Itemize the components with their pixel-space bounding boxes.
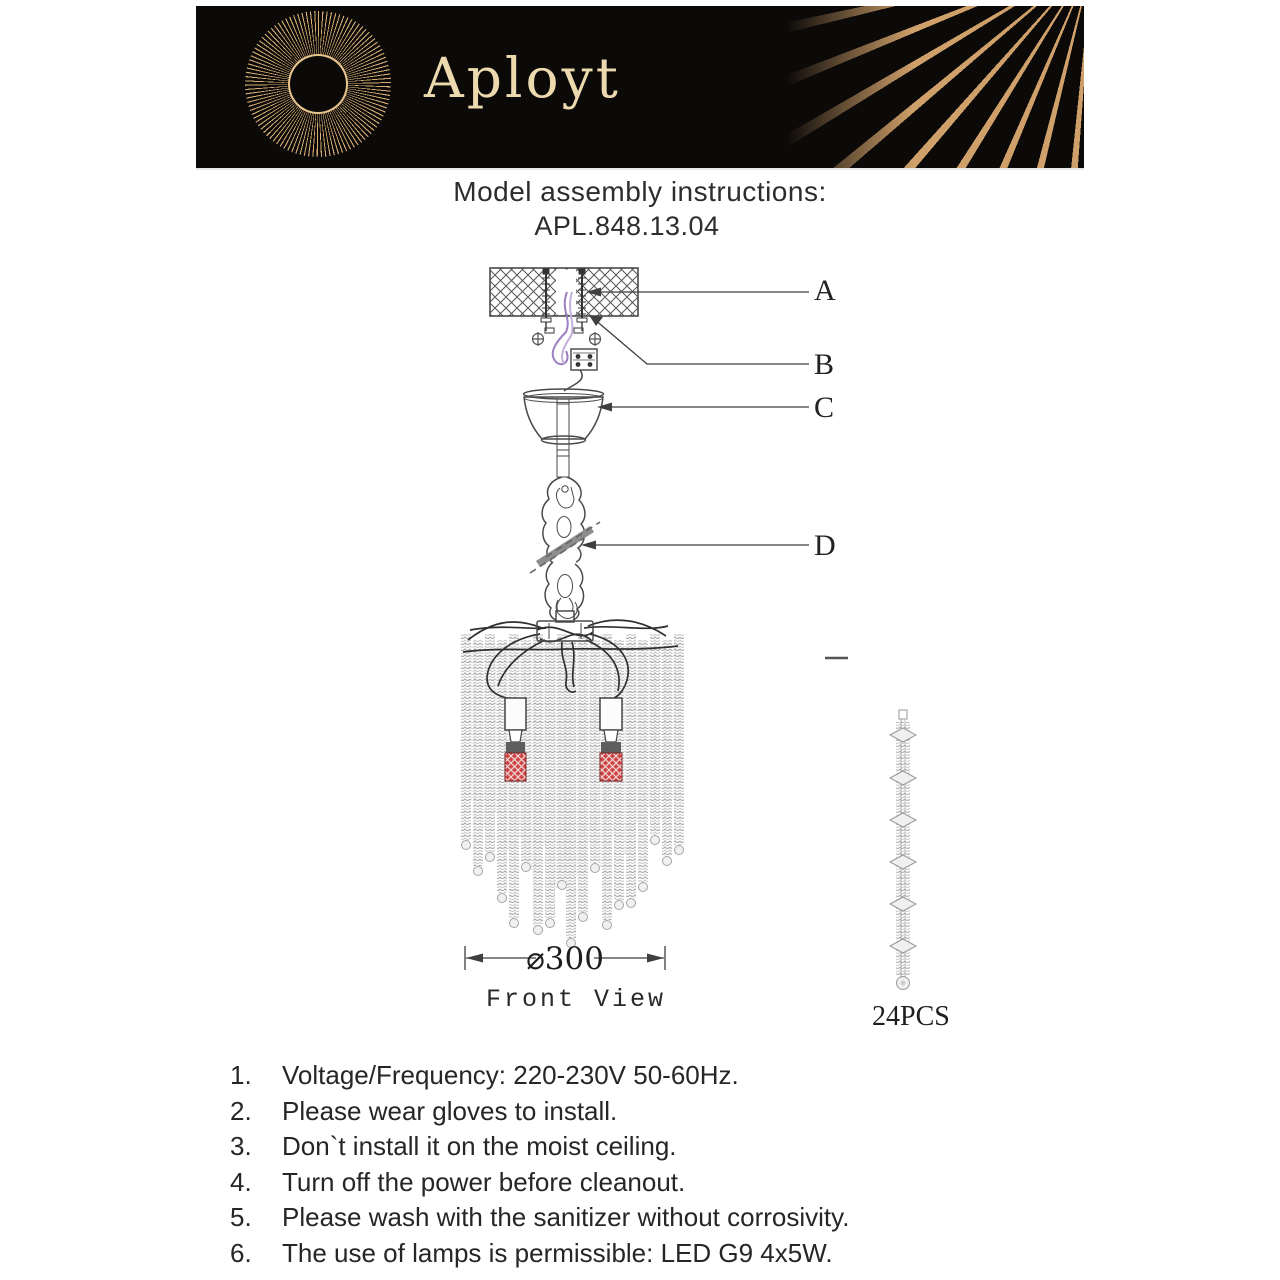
item-text: Please wear gloves to install. [282, 1095, 618, 1126]
item-text: Voltage/Frequency: 220-230V 50-60Hz. [282, 1060, 739, 1090]
diameter-dimension: ⌀300 [526, 941, 604, 977]
hanger-rod [557, 399, 569, 477]
instruction-item [230, 1204, 849, 1232]
label-d: D [814, 529, 836, 562]
ceiling-canopy [524, 389, 604, 477]
dimension [465, 941, 665, 977]
label-c: C [814, 391, 835, 424]
front-view-caption: Front View [485, 985, 667, 1014]
item-number: 6. [230, 1237, 252, 1268]
label-b: B [814, 348, 835, 381]
instruction-item [230, 1062, 849, 1090]
instruction-item [230, 1237, 849, 1268]
led-bulb-right [600, 753, 622, 781]
power-cord [564, 370, 582, 391]
item-number: 2. [230, 1095, 252, 1126]
terminal-block [564, 349, 597, 391]
item-number: 3. [230, 1131, 252, 1161]
item-text: The use of lamps is permissible: LED G9 4x5W. [282, 1237, 833, 1268]
model-number: APL.848.13.04 [534, 211, 720, 241]
item-number: 1. [230, 1060, 252, 1090]
strand-count-caption: 24PCS [872, 1001, 950, 1032]
callouts [581, 274, 848, 658]
page-title: Model assembly instructions: [453, 176, 827, 207]
instructions-list [230, 1062, 849, 1275]
item-number: 4. [230, 1166, 252, 1197]
spare-strand [890, 710, 916, 990]
item-text: Please wash with the sanitizer without corrosivity. [282, 1202, 850, 1232]
label-a: A [814, 274, 836, 307]
instruction-item [230, 1166, 849, 1197]
instruction-item [230, 1133, 849, 1161]
item-text: Don`t install it on the moist ceiling. [282, 1131, 677, 1161]
brand-wordmark: Aployt [424, 46, 621, 110]
instruction-item [230, 1095, 849, 1126]
item-number: 5. [230, 1202, 252, 1232]
item-text: Turn off the power before cleanout. [282, 1166, 686, 1197]
led-bulb-left [505, 753, 526, 781]
